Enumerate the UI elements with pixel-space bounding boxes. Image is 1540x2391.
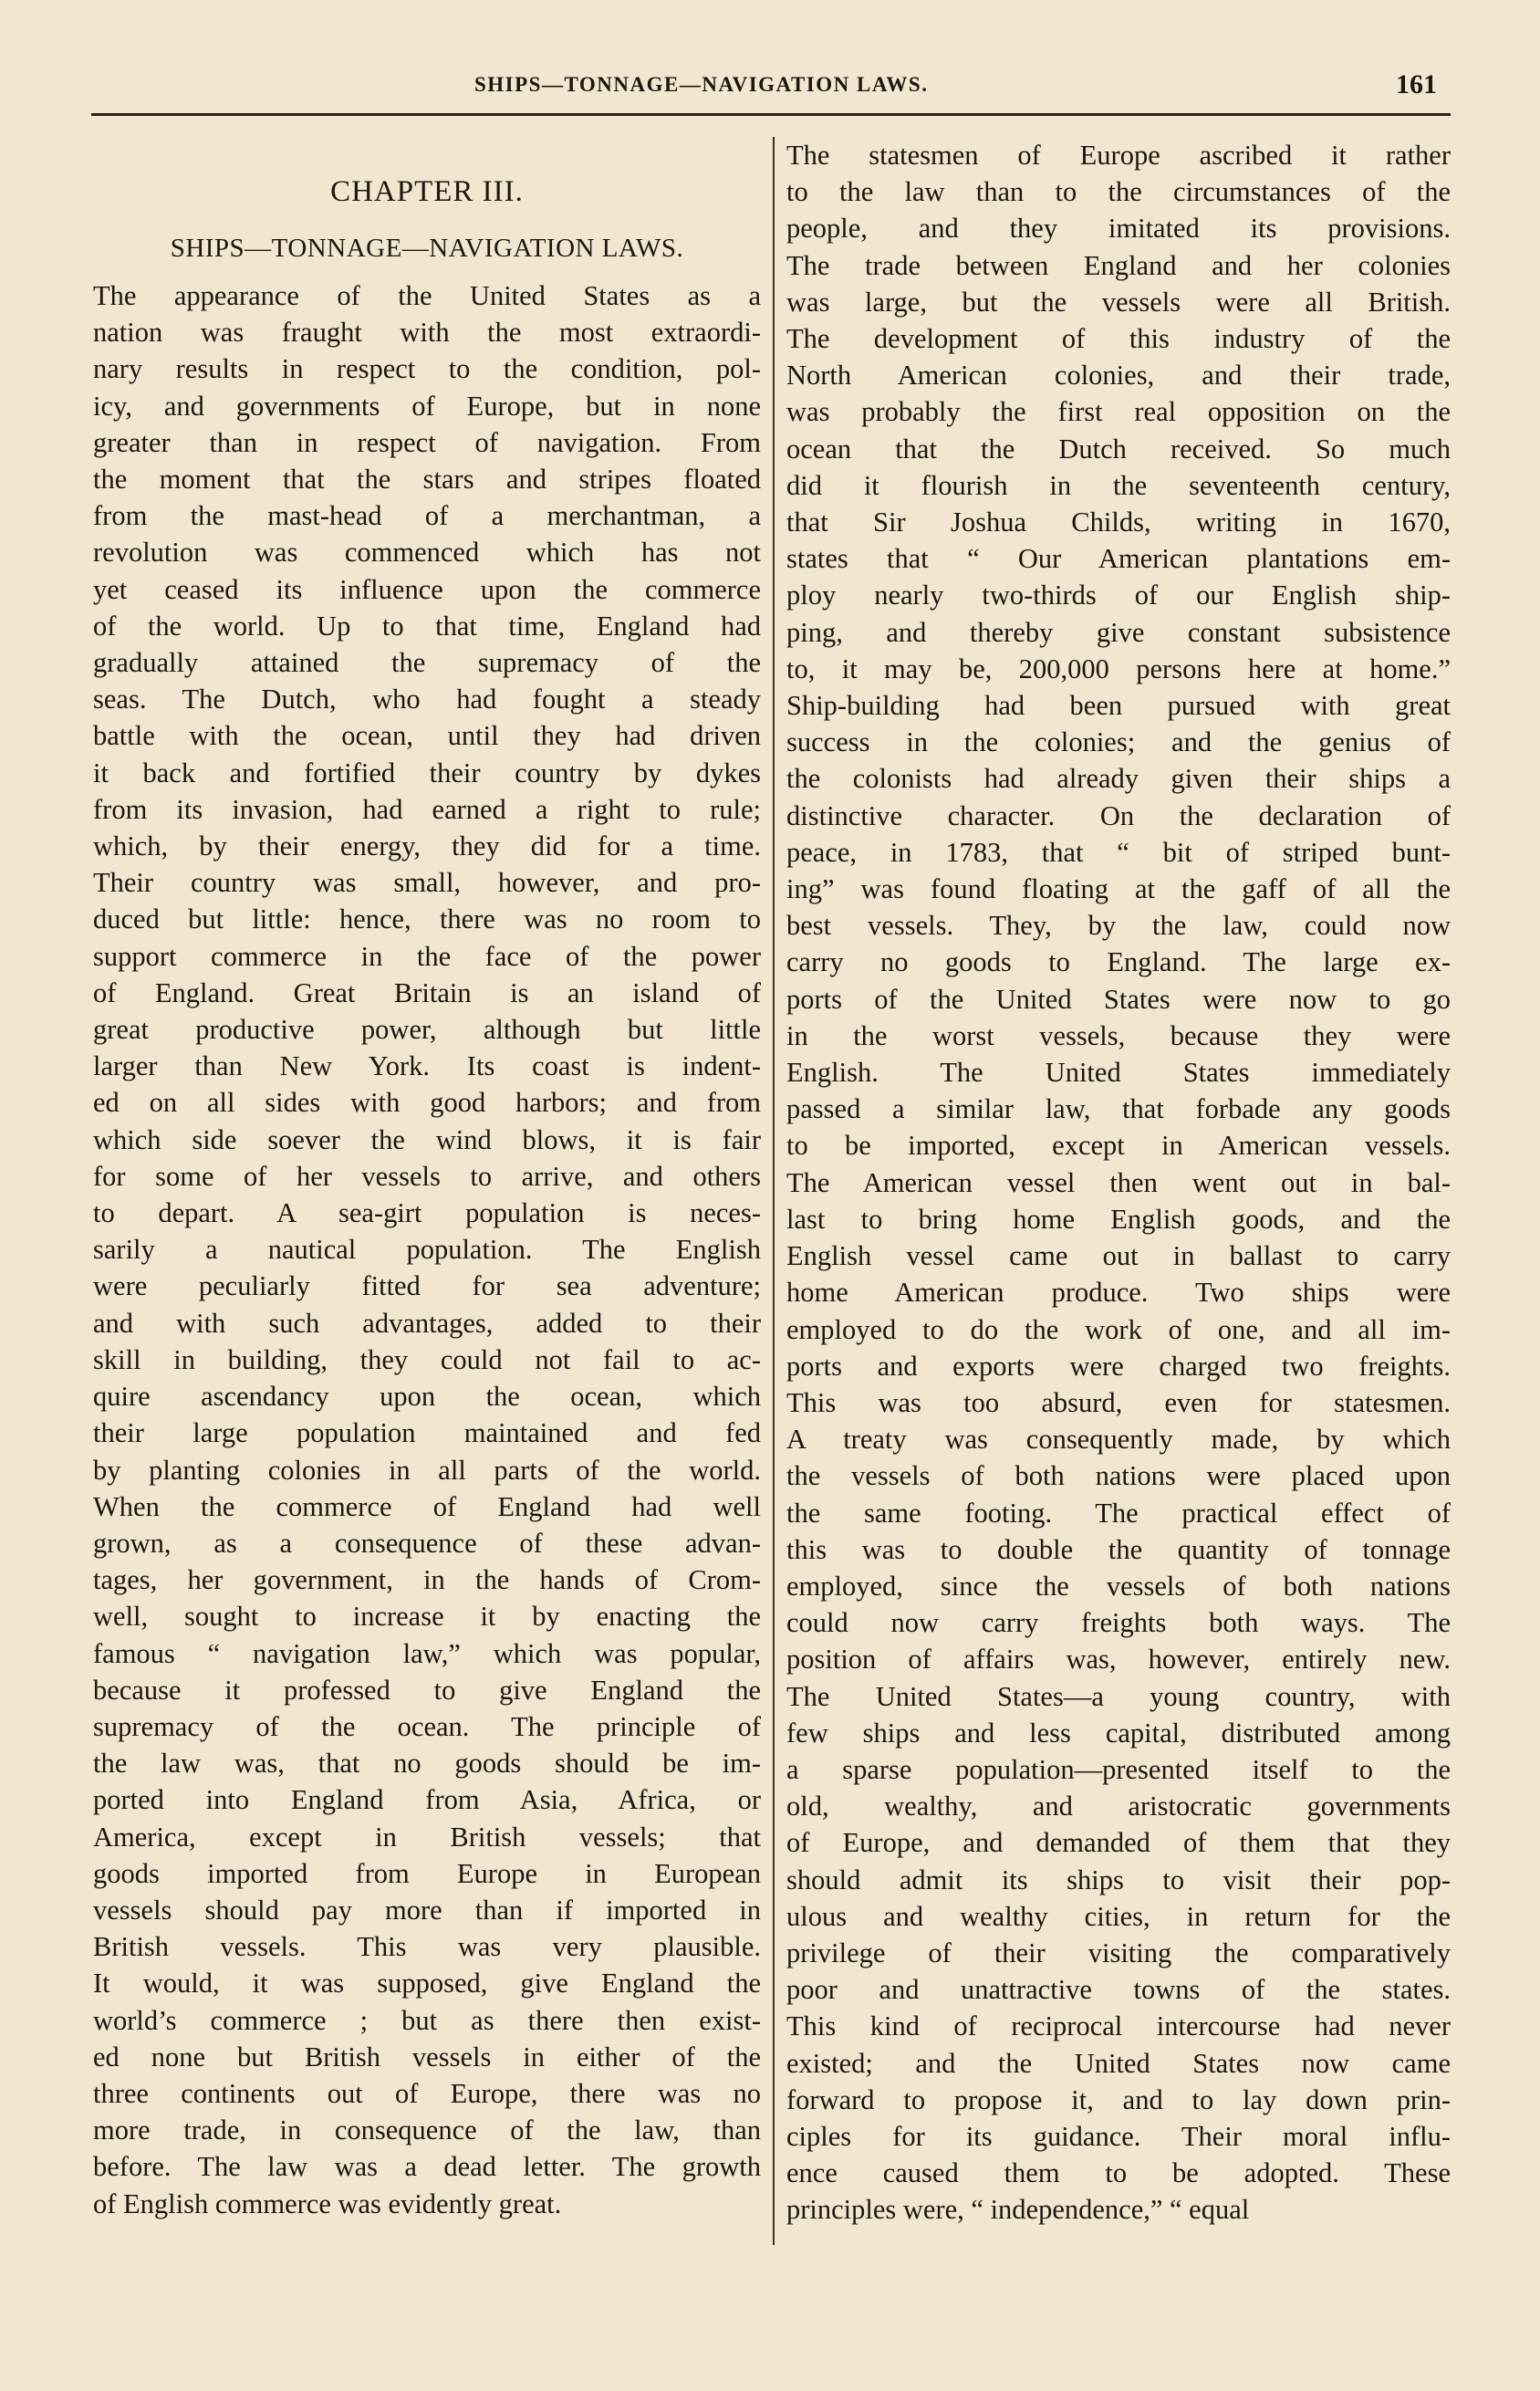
text-line: ence caused them to be adopted. These: [786, 2157, 1451, 2189]
text-line: existed; and the United States now came: [786, 2047, 1451, 2079]
text-line: battle with the ocean, until they had driven: [93, 720, 761, 752]
text-line: The statesmen of Europe ascribed it rather: [786, 140, 1451, 171]
text-line: grown, as a consequence of these advan-: [93, 1527, 761, 1559]
text-line: Their country was small, however, and pro-: [93, 867, 761, 899]
text-line: distinctive character. On the declaration of: [786, 799, 1451, 831]
text-line: ports of the United States were now to go: [786, 983, 1451, 1015]
text-line: The United States—a young country, with: [786, 1680, 1451, 1712]
text-line: could now carry freights both ways. The: [786, 1607, 1451, 1639]
text-line: Ship-building had been pursued with great: [786, 690, 1451, 722]
text-line: The American vessel then went out in bal-: [786, 1166, 1451, 1198]
text-line: the law was, that no goods should be im-: [93, 1748, 761, 1780]
text-line: tages, her government, in the hands of Crom-: [93, 1564, 761, 1596]
text-line: sarily a nautical population. The English: [93, 1234, 761, 1266]
text-line: passed a similar law, that forbade any goods: [786, 1093, 1451, 1125]
text-line: America, except in British vessels; that: [93, 1821, 761, 1853]
text-line: this was to double the quantity of tonnage: [786, 1533, 1451, 1565]
text-line: position of affairs was, however, entirely new.: [786, 1644, 1451, 1676]
text-line: North American colonies, and their trade,: [786, 360, 1451, 392]
text-line: to the law than to the circumstances of the: [786, 176, 1451, 208]
text-line: old, wealthy, and aristocratic governments: [786, 1791, 1451, 1822]
text-line: was large, but the vessels were all British.: [786, 286, 1451, 318]
text-line: for some of her vessels to arrive, and others: [93, 1160, 761, 1192]
text-line: the same footing. The practical effect of: [786, 1497, 1451, 1529]
text-line: by planting colonies in all parts of the world.: [93, 1454, 761, 1486]
text-line: home American produce. Two ships were: [786, 1277, 1451, 1309]
text-line: It would, it was supposed, give England the: [93, 1968, 761, 1999]
text-line: skill in building, they could not fail to ac-: [93, 1343, 761, 1375]
text-line: forward to propose it, and to lay down prin-: [786, 2083, 1451, 2115]
text-line: When the commerce of England had well: [93, 1490, 761, 1522]
text-line: ed none but British vessels in either of the: [93, 2041, 761, 2073]
text-line: larger than New York. Its coast is indent-: [93, 1050, 761, 1082]
text-line: English. The United States immediately: [786, 1057, 1451, 1089]
text-line: The development of this industry of the: [786, 323, 1451, 355]
text-line: the moment that the stars and stripes floated: [93, 464, 761, 496]
text-line: ocean that the Dutch received. So much: [786, 433, 1451, 465]
text-line: well, sought to increase it by enacting the: [93, 1601, 761, 1633]
text-line: the colonists had already given their ships a: [786, 763, 1451, 795]
text-line: goods imported from Europe in European: [93, 1857, 761, 1889]
text-line: yet ceased its influence upon the commerce: [93, 573, 761, 605]
text-line: privilege of their visiting the comparatively: [786, 1937, 1451, 1968]
left-column: [93, 137, 761, 2222]
page-number: 161: [1396, 69, 1437, 99]
text-line: greater than in respect of navigation. From: [93, 426, 761, 458]
text-line: vessels should pay more than if imported in: [93, 1894, 761, 1926]
text-line: A treaty was consequently made, by which: [786, 1424, 1451, 1456]
text-line: that Sir Joshua Childs, writing in 1670,: [786, 506, 1451, 538]
text-line: carry no goods to England. The large ex-: [786, 946, 1451, 978]
chapter-heading: CHAPTER III.: [330, 175, 524, 208]
text-line: to depart. A sea-girt population is neces-: [93, 1197, 761, 1229]
text-line: of English commerce was evidently great.: [93, 2187, 562, 2219]
text-line: states that “ Our American plantations em-: [786, 543, 1451, 575]
text-line: of Europe, and demanded of them that they: [786, 1827, 1451, 1859]
text-line: a sparse population—presented itself to the: [786, 1753, 1451, 1785]
text-line: British vessels. This was very plausible.: [93, 1931, 761, 1963]
running-head: [0, 64, 1540, 119]
text-line: was probably the first real opposition on the: [786, 396, 1451, 428]
right-column-text: [786, 137, 1451, 2229]
text-line: ported into England from Asia, Africa, or: [93, 1784, 761, 1816]
text-line: did it flourish in the seventeenth century,: [786, 469, 1451, 501]
text-line: icy, and governments of Europe, but in none: [93, 390, 761, 422]
text-line: three continents out of Europe, there was no: [93, 2077, 761, 2109]
running-title: SHIPS—TONNAGE—NAVIGATION LAWS.: [474, 73, 929, 96]
text-line: few ships and less capital, distributed among: [786, 1717, 1451, 1749]
column-divider: [773, 137, 775, 2245]
text-line: success in the colonies; and the genius of: [786, 726, 1451, 758]
text-line: supremacy of the ocean. The principle of: [93, 1710, 761, 1742]
text-line: The appearance of the United States as a: [93, 280, 761, 311]
text-line: their large population maintained and fed: [93, 1417, 761, 1449]
text-line: the vessels of both nations were placed upon: [786, 1460, 1451, 1492]
text-line: to, it may be, 200,000 persons here at home.”: [786, 653, 1451, 684]
text-line: which side soever the wind blows, it is fair: [93, 1123, 761, 1155]
text-line: best vessels. They, by the law, could now: [786, 910, 1451, 942]
text-line: This kind of reciprocal intercourse had never: [786, 2010, 1451, 2042]
text-line: ciples for its guidance. Their moral influ-: [786, 2120, 1451, 2152]
text-line: and with such advantages, added to their: [93, 1307, 761, 1339]
text-line: last to bring home English goods, and the: [786, 1203, 1451, 1235]
text-line: from its invasion, had earned a right to rule;: [93, 793, 761, 825]
text-line: ed on all sides with good harbors; and from: [93, 1087, 761, 1119]
text-line: which, by their energy, they did for a time.: [93, 830, 761, 862]
text-line: revolution was commenced which has not: [93, 537, 761, 569]
text-line: principles were, “ independence,” “ equal: [786, 2194, 1250, 2226]
right-column: [786, 137, 1451, 2229]
text-line: quire ascendancy upon the ocean, which: [93, 1381, 761, 1413]
text-line: nation was fraught with the most extraordi-: [93, 317, 761, 349]
text-line: famous “ navigation law,” which was popular,: [93, 1637, 761, 1669]
text-line: gradually attained the supremacy of the: [93, 647, 761, 679]
text-line: to be imported, except in American vessels.: [786, 1130, 1451, 1162]
text-line: were peculiarly fitted for sea adventure;: [93, 1270, 761, 1302]
text-line: ports and exports were charged two freights.: [786, 1350, 1451, 1382]
text-line: This was too absurd, even for statesmen.: [786, 1386, 1451, 1418]
header-rule: [91, 113, 1451, 116]
text-line: of the world. Up to that time, England had: [93, 610, 761, 642]
section-heading: SHIPS—TONNAGE—NAVIGATION LAWS.: [170, 234, 684, 263]
text-line: seas. The Dutch, who had fought a steady: [93, 684, 761, 715]
text-line: great productive power, although but little: [93, 1014, 761, 1046]
text-line: people, and they imitated its provisions.: [786, 213, 1451, 245]
text-line: English vessel came out in ballast to carry: [786, 1240, 1451, 1272]
text-line: duced but little: hence, there was no room to: [93, 903, 761, 935]
text-line: because it professed to give England the: [93, 1674, 761, 1706]
text-line: in the worst vessels, because they were: [786, 1019, 1451, 1051]
text-line: employed to do the work of one, and all im-: [786, 1313, 1451, 1345]
text-line: ping, and thereby give constant subsistence: [786, 616, 1451, 648]
text-line: peace, in 1783, that “ bit of striped bunt-: [786, 836, 1451, 868]
text-line: ploy nearly two-thirds of our English ship-: [786, 579, 1451, 611]
text-line: poor and unattractive towns of the states.: [786, 1974, 1451, 2006]
text-line: employed, since the vessels of both nations: [786, 1570, 1451, 1602]
text-line: of England. Great Britain is an island of: [93, 976, 761, 1008]
text-line: before. The law was a dead letter. The growth: [93, 2151, 761, 2183]
text-line: should admit its ships to visit their pop-: [786, 1864, 1451, 1895]
text-line: support commerce in the face of the power: [93, 940, 761, 972]
text-line: more trade, in consequence of the law, than: [93, 2114, 761, 2146]
text-line: The trade between England and her colonies: [786, 249, 1451, 281]
left-column-text: [93, 277, 761, 2222]
text-line: from the mast-head of a merchantman, a: [93, 500, 761, 532]
text-line: it back and fortified their country by dykes: [93, 757, 761, 788]
text-line: ing” was found floating at the gaff of all the: [786, 873, 1451, 905]
text-line: nary results in respect to the condition, pol-: [93, 353, 761, 385]
text-line: ulous and wealthy cities, in return for the: [786, 1900, 1451, 1932]
text-line: world’s commerce ; but as there then exist-: [93, 2004, 761, 2036]
